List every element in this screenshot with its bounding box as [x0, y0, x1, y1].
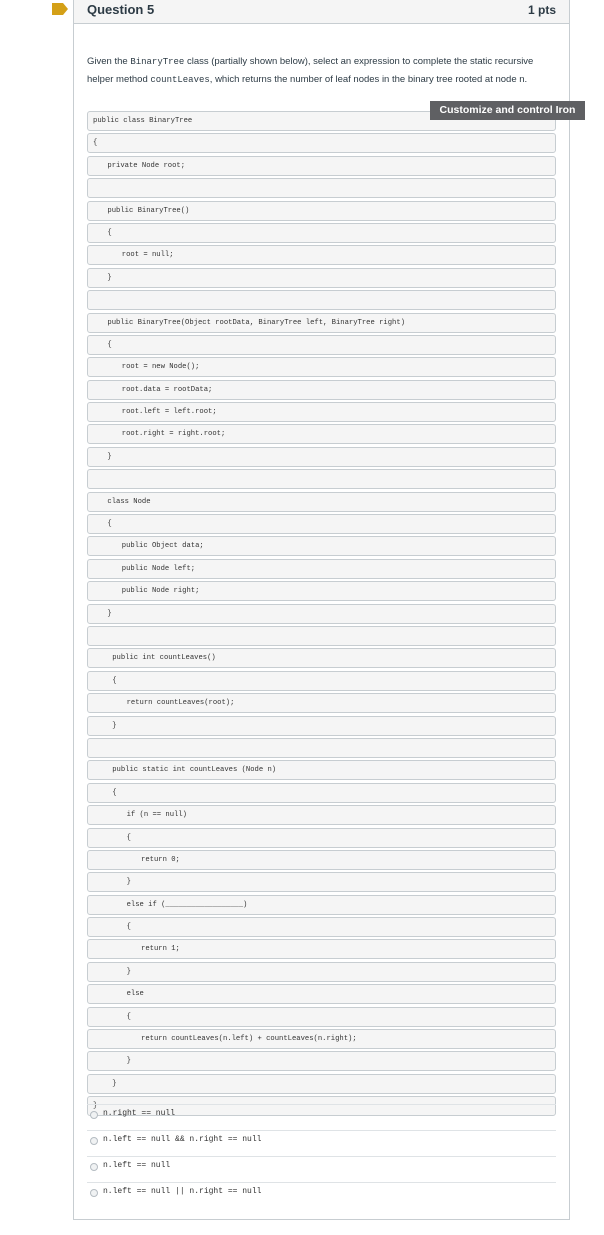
code-line: { [87, 335, 556, 355]
code-line: } [87, 1074, 556, 1094]
code-line: } [87, 1096, 556, 1116]
code-line: } [87, 962, 556, 982]
code-line: root = null; [87, 245, 556, 265]
answer-list [87, 1104, 556, 1208]
flag-question-icon[interactable] [52, 3, 68, 15]
question-header [74, 0, 569, 24]
code-line: public BinaryTree() [87, 201, 556, 221]
code-line: { [87, 223, 556, 243]
code-line: public Node left; [87, 559, 556, 579]
code-line: public Node right; [87, 581, 556, 601]
code-line: { [87, 1007, 556, 1027]
code-line: } [87, 716, 556, 736]
code-line: { [87, 917, 556, 937]
radio-button[interactable] [90, 1111, 98, 1119]
code-table [87, 111, 556, 1119]
code-line: root.right = right.root; [87, 424, 556, 444]
code-line: { [87, 133, 556, 153]
radio-button[interactable] [90, 1189, 98, 1197]
code-line: else [87, 984, 556, 1004]
answer-option[interactable] [87, 1182, 556, 1208]
code-line: else if (__________________) [87, 895, 556, 915]
code-line: { [87, 671, 556, 691]
code-line [87, 178, 556, 198]
code-line: { [87, 828, 556, 848]
code-line: root.left = left.root; [87, 402, 556, 422]
code-line: } [87, 1051, 556, 1071]
code-line: } [87, 872, 556, 892]
answer-label: n.left == null || n.right == null [103, 1187, 262, 1196]
code-line [87, 626, 556, 646]
answer-label: n.left == null [103, 1161, 171, 1170]
radio-button[interactable] [90, 1137, 98, 1145]
code-line: } [87, 447, 556, 467]
code-line: public int countLeaves() [87, 648, 556, 668]
code-line [87, 469, 556, 489]
code-line [87, 738, 556, 758]
browser-tooltip: Customize and control Iron [430, 101, 585, 120]
code-line: return countLeaves(root); [87, 693, 556, 713]
prompt-text-1: Given the [87, 56, 131, 67]
question-title: Question 5 [87, 2, 155, 17]
code-line: public Object data; [87, 536, 556, 556]
code-line: if (n == null) [87, 805, 556, 825]
code-line: { [87, 514, 556, 534]
prompt-method-name: countLeaves [150, 75, 210, 85]
radio-button[interactable] [90, 1163, 98, 1171]
code-line: private Node root; [87, 156, 556, 176]
question-prompt [87, 53, 557, 89]
answer-option[interactable] [87, 1130, 556, 1156]
code-line: { [87, 783, 556, 803]
code-line: root = new Node(); [87, 357, 556, 377]
code-line [87, 290, 556, 310]
code-line: return countLeaves(n.left) + countLeaves(n.right); [87, 1029, 556, 1049]
code-line: class Node [87, 492, 556, 512]
code-line: root.data = rootData; [87, 380, 556, 400]
answer-label: n.right == null [103, 1109, 176, 1118]
code-line: return 1; [87, 939, 556, 959]
code-line: } [87, 268, 556, 288]
code-line: public static int countLeaves (Node n) [87, 760, 556, 780]
prompt-class-name: BinaryTree [130, 57, 185, 67]
question-points: 1 pts [527, 3, 556, 17]
answer-label: n.left == null && n.right == null [103, 1135, 262, 1144]
code-line: public BinaryTree(Object rootData, BinaryTree left, BinaryTree right) [87, 313, 556, 333]
code-line: return 0; [87, 850, 556, 870]
prompt-text-2: class (partially shown below), select an expression to complete the static recursive helper method [87, 56, 534, 85]
answer-option[interactable] [87, 1156, 556, 1182]
prompt-text-3: , which returns the number of leaf nodes in the binary tree rooted at node n. [209, 74, 528, 85]
answer-option[interactable] [87, 1104, 556, 1130]
code-line: public class BinaryTree [87, 111, 556, 131]
code-line: } [87, 604, 556, 624]
